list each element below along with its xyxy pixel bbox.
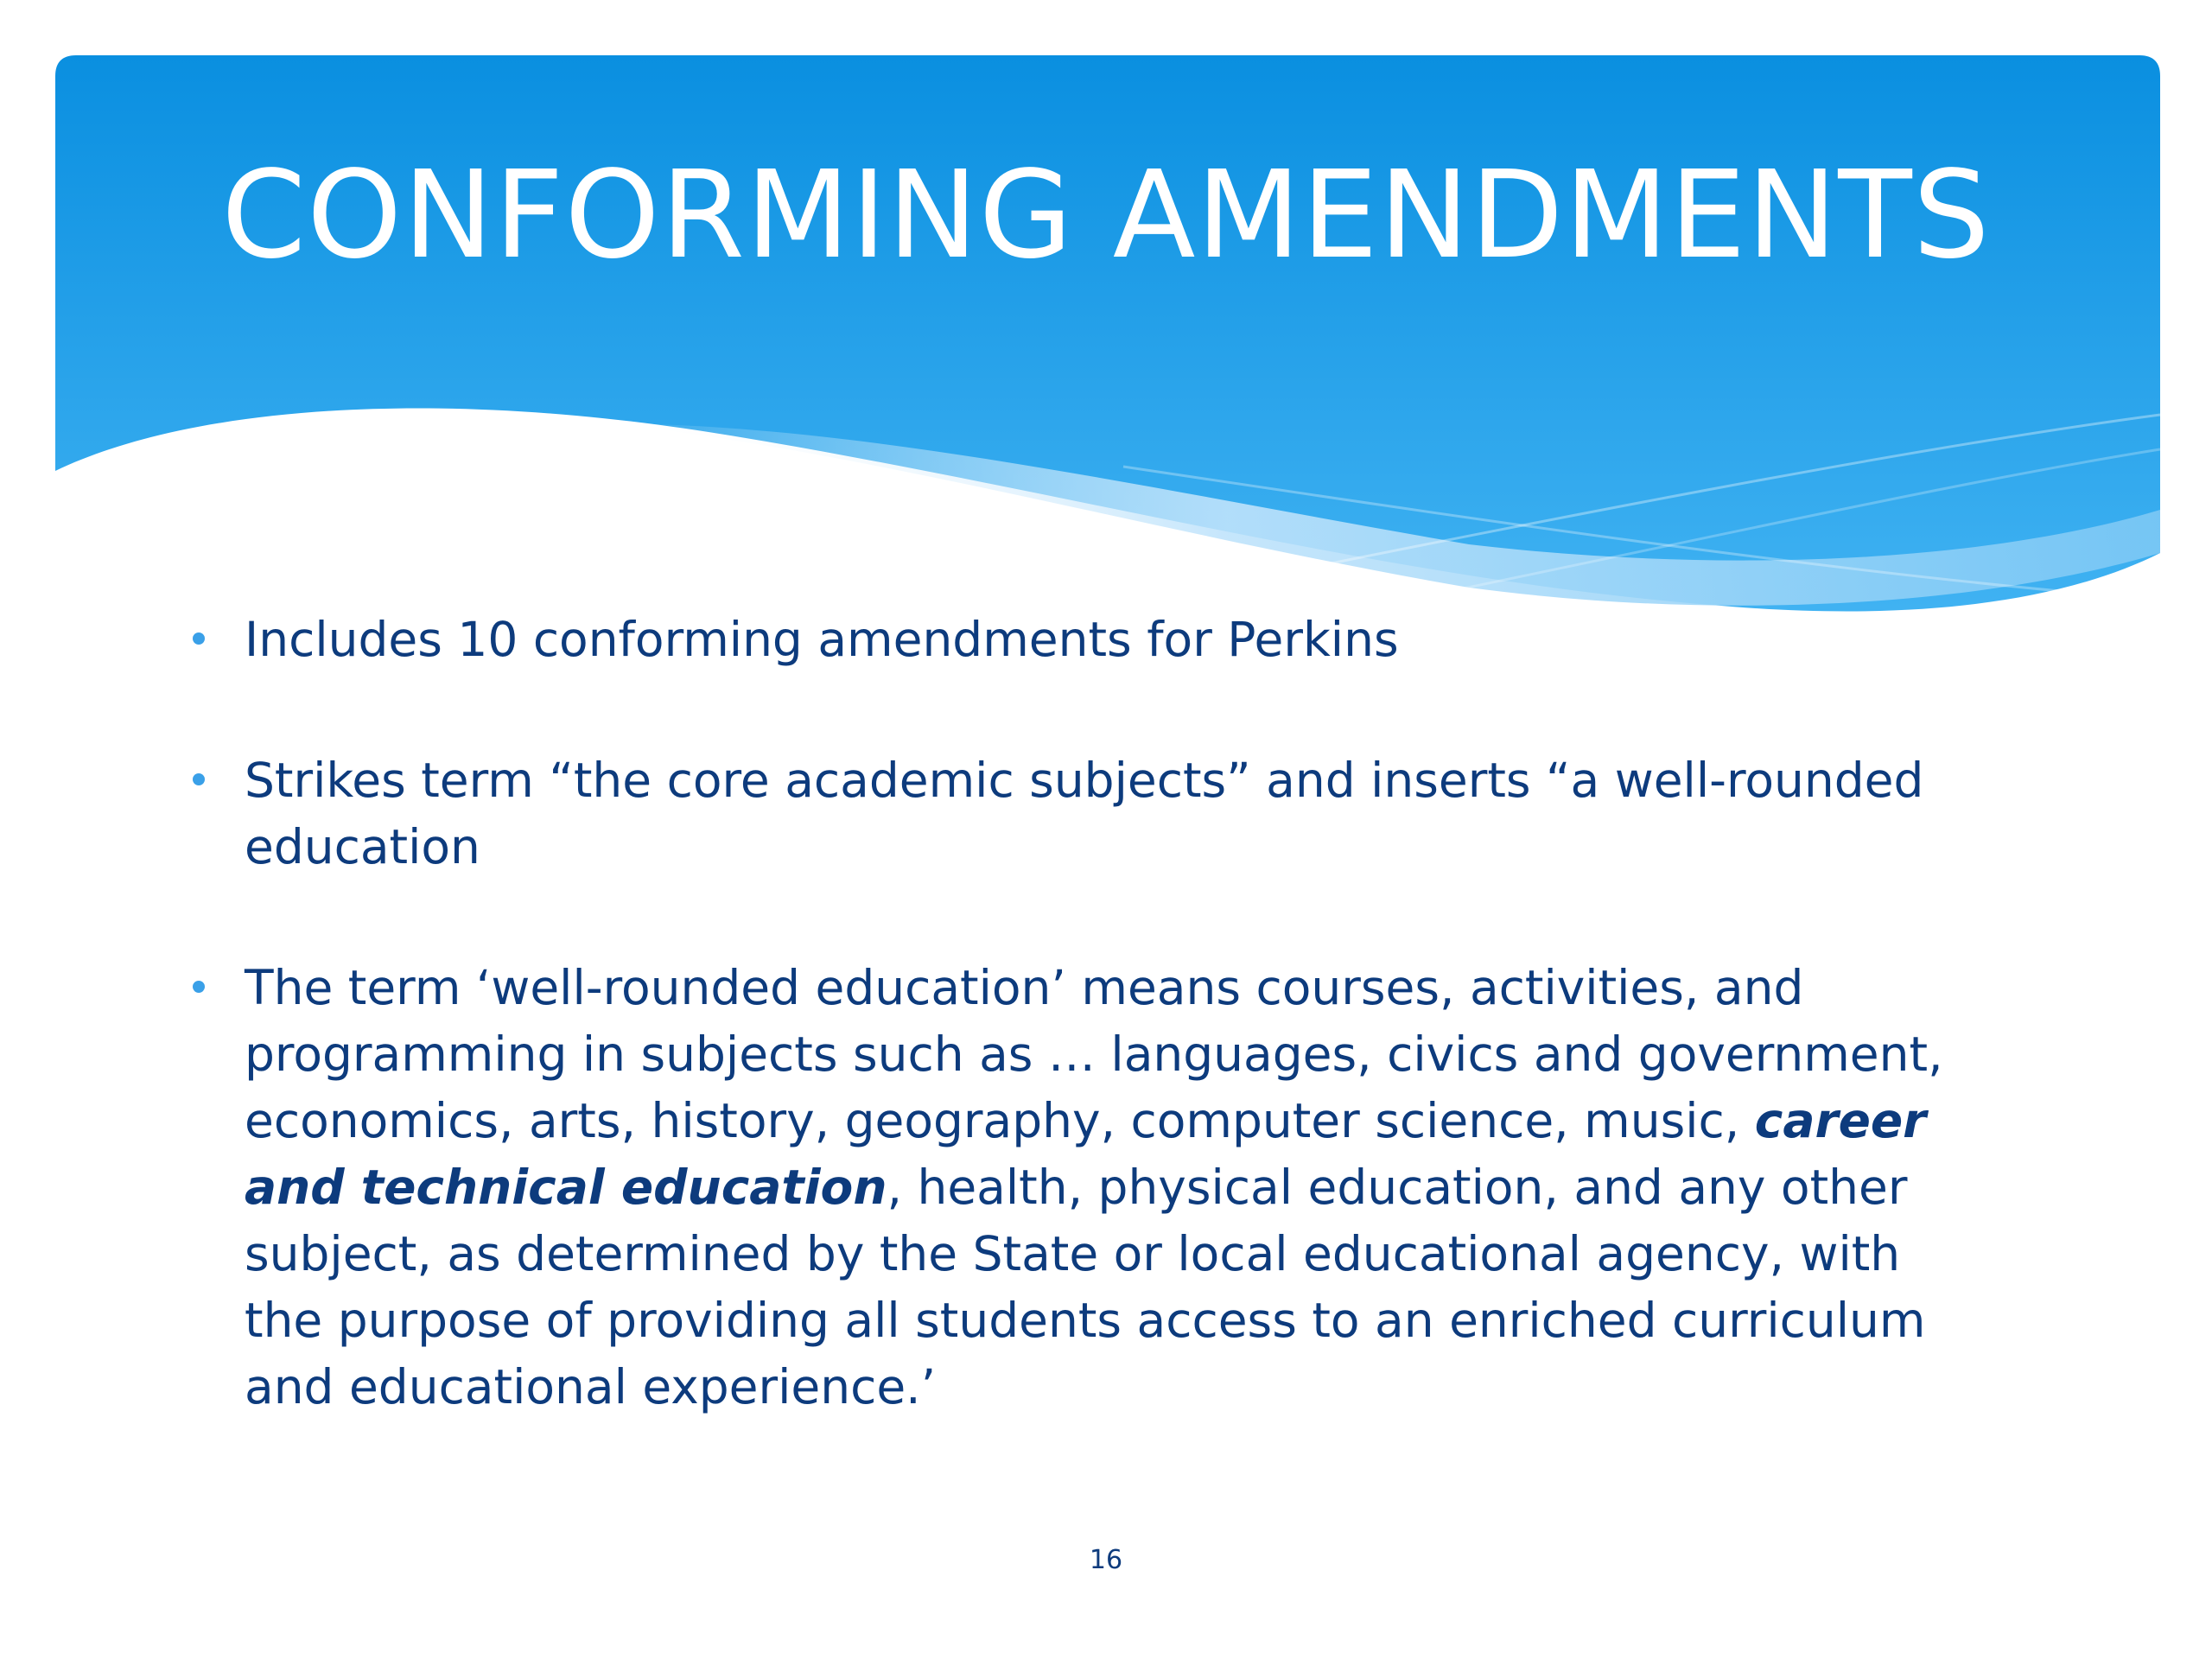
bullet-dot-icon [193, 632, 205, 645]
slide-title: CONFORMING AMENDMENTS [221, 145, 1991, 286]
bullet-text: Includes 10 conforming amendments for Perkins [245, 612, 1399, 667]
bullet-item [186, 955, 1983, 1421]
bullet-item [186, 747, 1983, 880]
page-number: 16 [1089, 1545, 1123, 1575]
bullet-text-after: , health, physical education, and any other subject, as determined by the State or local educational agency, with the purpose of providing all students access to an enriched curriculum and educational experience.’ [245, 1160, 1926, 1414]
header-panel [55, 55, 2160, 612]
bullet-text: Strikes term “the core academic subjects” and inserts “a well-rounded education [245, 753, 1924, 874]
bullet-emphasis: career and technical education [245, 1093, 1927, 1215]
header-wave-background [0, 0, 2212, 622]
bullet-item [186, 607, 1983, 673]
bullet-text-before: The term ‘well-rounded education’ means courses, activities, and programming in subjects such as … languages, civics and government, economics, arts, history, geography, computer science, music, [245, 960, 1943, 1148]
bullet-dot-icon [193, 773, 205, 785]
bullet-dot-icon [193, 981, 205, 993]
bullet-list [186, 607, 1983, 1421]
